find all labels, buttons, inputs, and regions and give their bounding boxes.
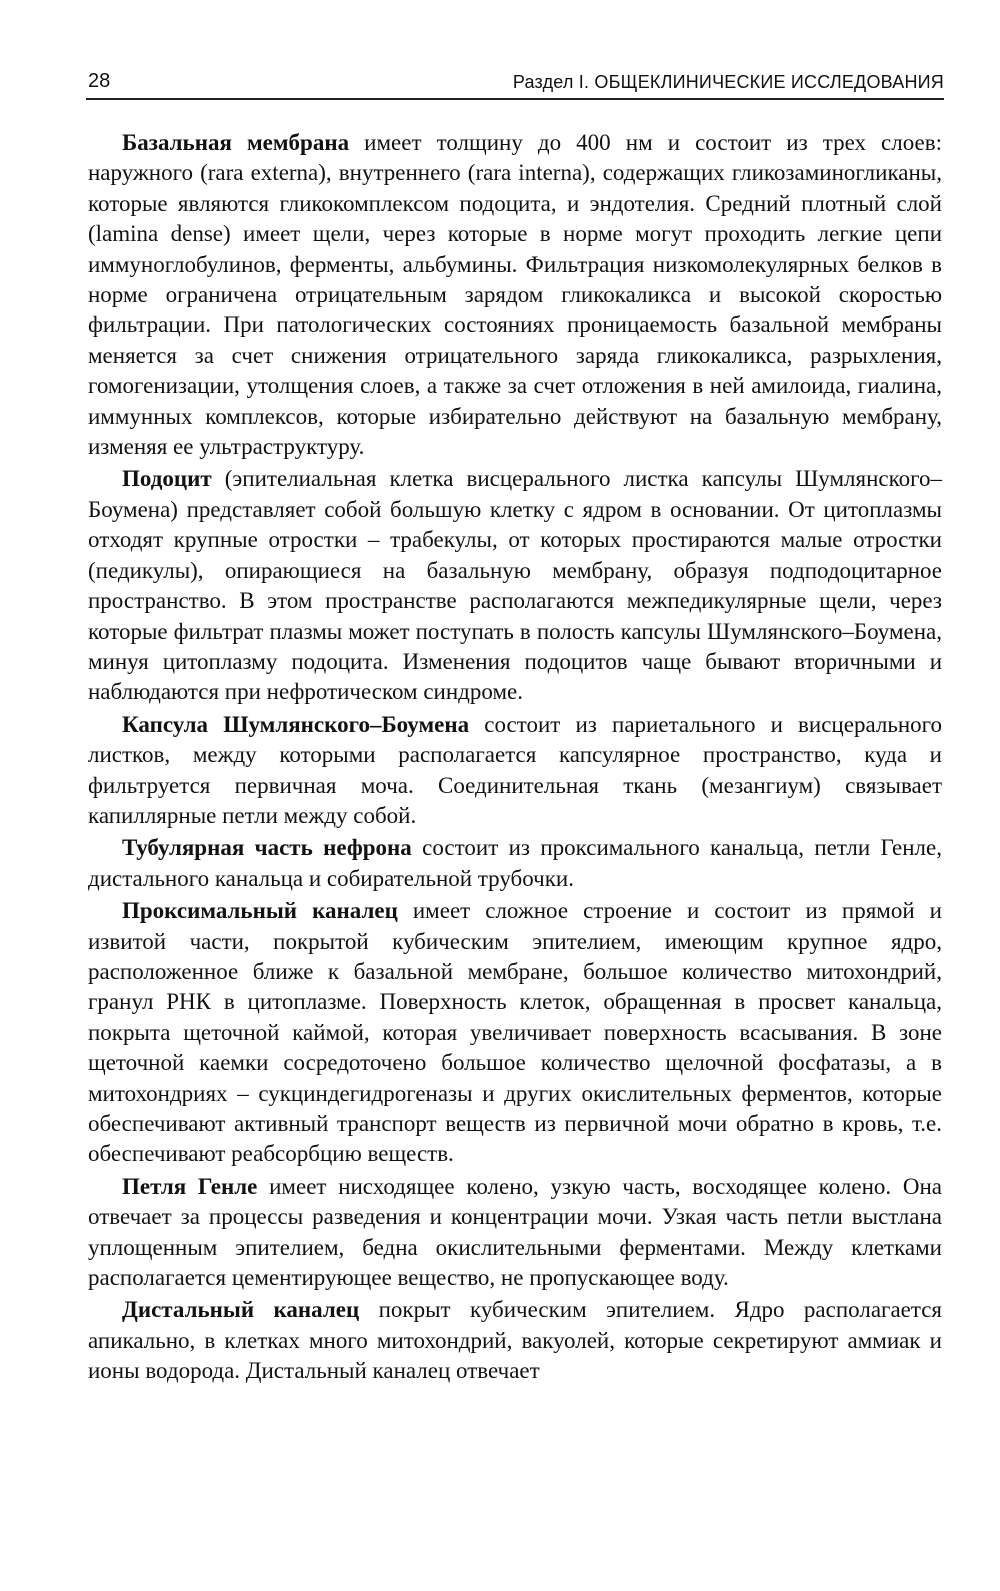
term-loop-of-henle: Петля Генле bbox=[122, 1173, 258, 1199]
paragraph-distal-tubule bbox=[88, 1295, 942, 1386]
term-tubular-part: Тубулярная часть нефрона bbox=[122, 835, 412, 861]
paragraph-text: имеет нисходящее колено, узкую часть, восходящее колено. Она отвечает за процессы разведения и концентрации мочи. Узкая часть петли выстлана уплощенным эпителием, бедна окислительными ферментами. Между клетками располагается цементирующее вещество, не пропускающее воду. bbox=[88, 1173, 942, 1291]
paragraph-loop-of-henle bbox=[88, 1172, 942, 1294]
term-proximal-tubule: Проксимальный каналец bbox=[122, 898, 398, 924]
page-body bbox=[88, 128, 942, 1389]
paragraph-text: имеет толщину до 400 нм и состоит из трех слоев: наружного (rara externa), внутреннего (rara interna), содержащих гликозаминогликаны, которые являются гликокомплексом подоцита, и эндотелия. Средний плотный слой (lamina dense) имеет щели, через которые в норме могут проходить легкие цепи иммуноглобулинов, ферменты, альбумины. Фильтрация низкомолекулярных белков в норме ограничена отрицательным зарядом гликокаликса и высокой скоростью фильтрации. При патологических состояниях проницаемость базальной мембраны меняется за счет снижения отрицательного заряда гликокаликса, разрыхления, гомогенизации, утолщения слоев, а также за счет отложения в ней амилоида, гиалина, иммунных комплексов, которые избирательно действуют на базальную мембрану, изменяя ее ультраструктуру. bbox=[88, 130, 942, 460]
term-basal-membrane: Базальная мембрана bbox=[122, 130, 350, 155]
paragraph-text: состоит из проксимального канальца, петли Генле, дистального канальца и собирательной трубочки. bbox=[88, 835, 942, 891]
paragraph-text: покрыт кубическим эпителием. Ядро располагается апикально, в клетках много митохондрий, вакуолей, которые секретируют аммиак и ионы водорода. Дистальный каналец отвечает bbox=[88, 1297, 942, 1384]
paragraph-proximal-tubule bbox=[88, 896, 942, 1170]
running-head: Раздел I. ОБЩЕКЛИНИЧЕСКИЕ ИССЛЕДОВАНИЯ bbox=[512, 72, 944, 92]
page-number: 28 bbox=[88, 70, 111, 92]
paragraph-text: (эпителиальная клетка висцерального листка капсулы Шумлянского–Боумена) представляет собой большую клетку с ядром в основании. От цитоплазмы отходят крупные отростки – трабекулы, от которых простираются малые отростки (педикулы), опирающиеся на базальную мембрану, образуя подподоцитарное пространство. В этом пространстве располагаются межпедикулярные щели, через которые фильтрат плазмы может поступать в полость капсулы Шумлянского–Боумена, минуя цитоплазму подоцита. Изменения подоцитов чаще бывают вторичными и наблюдаются при нефротическом синдроме. bbox=[88, 466, 942, 705]
paragraph-text: имеет сложное строение и состоит из прямой и извитой части, покрытой кубическим эпителием, имеющим крупное ядро, расположенное ближе к базальной мембране, большое количество митохондрий, гранул РНК в цитоплазме. Поверхность клеток, обращенная в просвет канальца, покрыта щеточной каймой, которая увеличивает поверхность всасывания. В зоне щеточной каемки сосредоточено большое количество щелочной фосфатазы, а в митохондриях – сукциндегидрогеназы и других окислительных ферментов, которые обеспечивают активный транспорт веществ из первичной мочи обратно в кровь, т.е. обеспечивают реабсорбцию веществ. bbox=[88, 898, 942, 1167]
paragraph-text: состоит из париетального и висцерального листков, между которыми располагается капсулярное пространство, куда и фильтруется первичная моча. Соединительная ткань (мезангиум) связывает капиллярные петли между собой. bbox=[88, 711, 942, 828]
paragraph-bowman-capsule bbox=[88, 710, 942, 832]
page-header bbox=[86, 64, 944, 100]
term-distal-tubule: Дистальный каналец bbox=[122, 1297, 360, 1323]
term-bowman-capsule: Капсула Шумлянского–Боумена bbox=[122, 711, 470, 737]
paragraph-podocyte bbox=[88, 464, 942, 707]
paragraph-tubular-part bbox=[88, 833, 942, 894]
term-podocyte: Подоцит bbox=[122, 466, 212, 492]
paragraph-basal-membrane bbox=[88, 128, 942, 462]
